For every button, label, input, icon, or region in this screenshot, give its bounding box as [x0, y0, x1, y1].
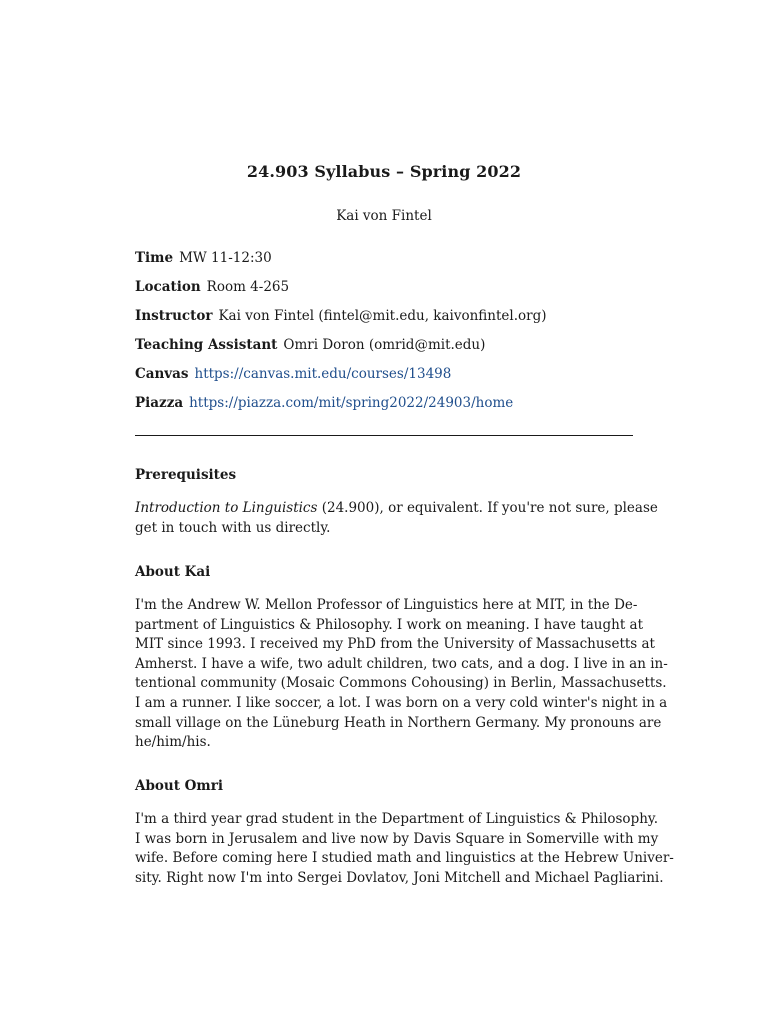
- about-kai-paragraph: [135, 596, 668, 753]
- canvas-link[interactable]: https://canvas.mit.edu/courses/13498: [194, 366, 452, 382]
- location-value: Room 4-265: [206, 279, 290, 295]
- location-label: Location: [135, 279, 201, 295]
- paragraph-line: he/him/his.: [135, 734, 211, 751]
- paragraph-line: small village on the Lüneburg Heath in Northern Germany. My pronouns are: [135, 714, 662, 731]
- canvas-label: Canvas: [135, 366, 189, 382]
- piazza-link[interactable]: https://piazza.com/mit/spring2022/24903/home: [189, 395, 514, 411]
- instructor-label: Instructor: [135, 308, 213, 324]
- paragraph-line: partment of Linguistics & Philosophy. I work on meaning. I have taught at: [135, 616, 644, 633]
- teaching-assistant-value: Omri Doron (omrid@mit.edu): [283, 337, 486, 353]
- about-omri-paragraph: [135, 810, 674, 888]
- course-title: Introduction to Linguistics: [135, 500, 318, 516]
- piazza-row: [135, 394, 633, 423]
- prerequisites-heading: Prerequisites: [135, 467, 237, 483]
- piazza-label: Piazza: [135, 395, 184, 411]
- time-value: MW 11-12:30: [179, 250, 272, 266]
- about-omri-heading: About Omri: [135, 778, 223, 794]
- paragraph-line: [135, 499, 658, 519]
- paragraph-line: wife. Before coming here I studied math and linguistics at the Hebrew Univer-: [135, 850, 674, 867]
- instructor-row: [135, 307, 633, 336]
- teaching-assistant-label: Teaching Assistant: [135, 337, 278, 353]
- teaching-assistant-row: [135, 336, 633, 365]
- prerequisites-line-rest: (24.900), or equivalent. If you're not sure, please: [317, 500, 658, 516]
- paragraph-line: I'm the Andrew W. Mellon Professor of Linguistics here at MIT, in the De-: [135, 597, 638, 613]
- paragraph-line: tentional community (Mosaic Commons Cohousing) in Berlin, Massachusetts.: [135, 675, 667, 692]
- paragraph-line: I was born in Jerusalem and live now by Davis Square in Somerville with my: [135, 830, 659, 847]
- paragraph-line: MIT since 1993. I received my PhD from the University of Massachusetts at: [135, 636, 655, 653]
- paragraph-line: get in touch with us directly.: [135, 519, 331, 536]
- document-author: Kai von Fintel: [336, 208, 432, 224]
- time-label: Time: [135, 250, 174, 266]
- paragraph-line: I'm a third year grad student in the Department of Linguistics & Philosophy.: [135, 811, 659, 827]
- course-info-list: [135, 249, 633, 423]
- prerequisites-paragraph: [135, 499, 658, 538]
- paragraph-line: Amherst. I have a wife, two adult children, two cats, and a dog. I live in an in-: [135, 655, 668, 672]
- paragraph-line: sity. Right now I'm into Sergei Dovlatov, Joni Mitchell and Michael Pagliarini.: [135, 869, 664, 886]
- canvas-row: [135, 365, 633, 394]
- time-row: [135, 249, 633, 278]
- paragraph-line: I am a runner. I like soccer, a lot. I was born on a very cold winter's night in a: [135, 694, 668, 711]
- document-title: 24.903 Syllabus – Spring 2022: [246, 162, 522, 181]
- horizontal-divider: [135, 435, 633, 436]
- location-row: [135, 278, 633, 307]
- about-kai-heading: About Kai: [135, 564, 211, 580]
- instructor-value: Kai von Fintel (fintel@mit.edu, kaivonfintel.org): [218, 308, 547, 324]
